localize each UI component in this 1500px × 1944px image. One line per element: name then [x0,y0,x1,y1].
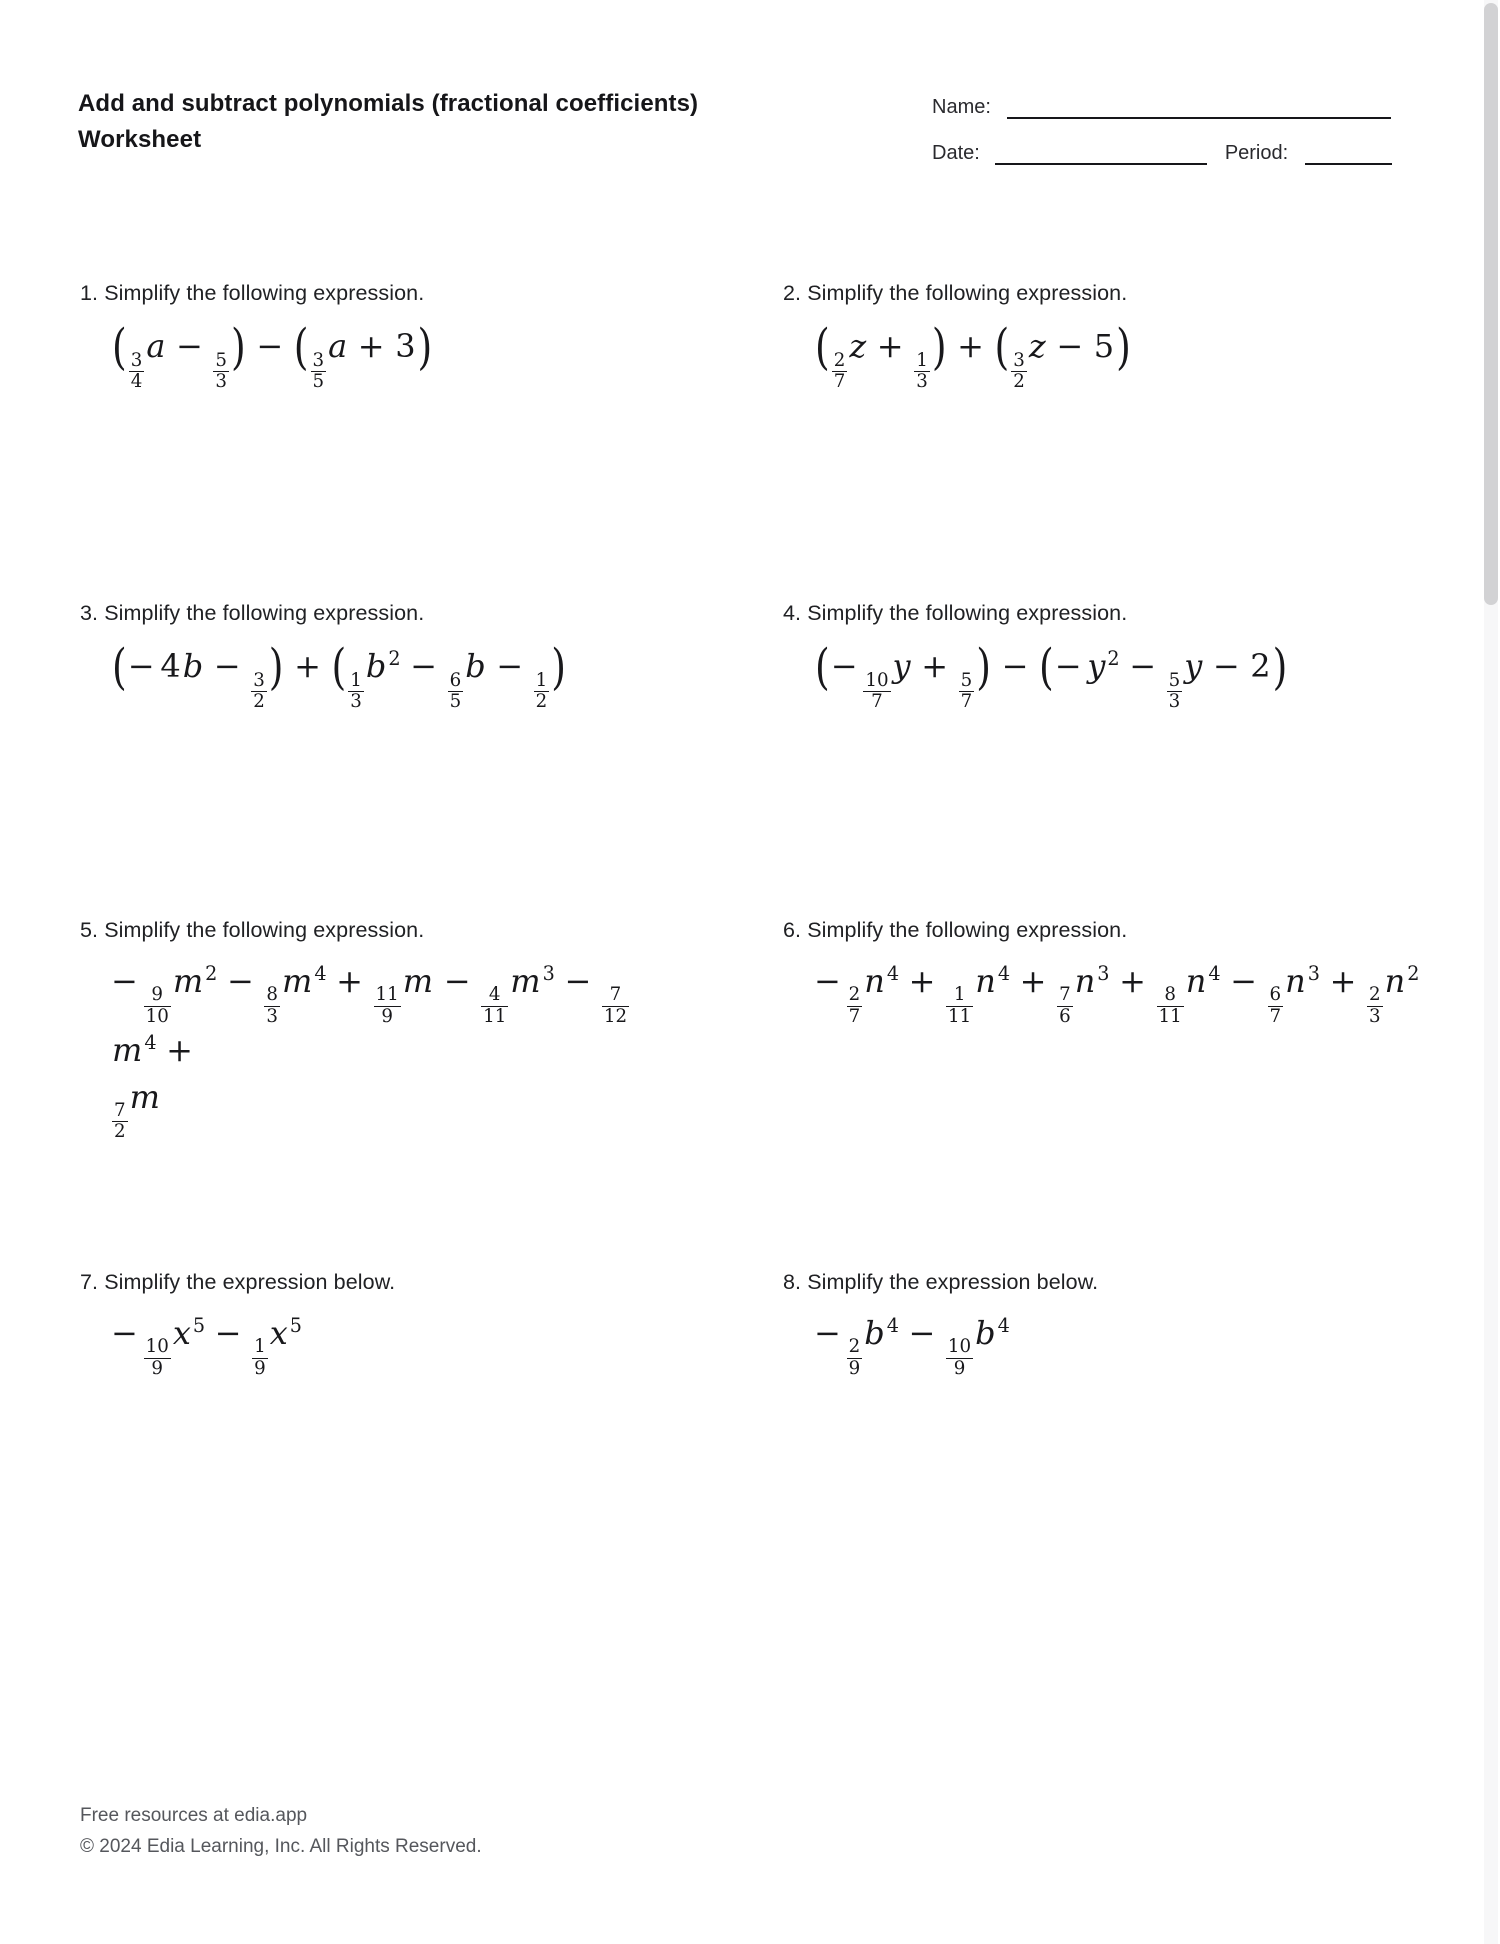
fraction: $\frac{1}{3}$ [916,349,928,393]
date-period-row [932,141,1412,165]
variable: b [365,647,387,686]
fraction: $\frac{1}{2}$ [535,669,548,713]
paren: ) [976,638,991,695]
variable: y [892,647,911,686]
negative-sign: − [814,1314,841,1352]
number: 2 [1250,647,1271,686]
operator: − [176,327,203,366]
exponent: 4 [886,1314,899,1338]
exponent: 5 [289,1314,302,1338]
fraction: $\frac{11}{9}$ [375,984,399,1027]
page-title-line1: Add and subtract polynomials (fractional coefficients) [78,90,699,117]
problem [80,601,783,712]
name-row [932,95,1412,119]
operator: − [1056,327,1084,366]
fraction: $\frac{6}{7}$ [1269,984,1282,1027]
variable: n [975,962,996,1000]
problem-prompt: Simplify the expression below. [104,1270,396,1294]
fraction: $\frac{3}{5}$ [312,349,325,393]
problem-expression [783,638,1423,713]
variable: m [402,962,434,1000]
paren: ) [931,318,947,375]
problem-number: 7. [80,1270,99,1294]
exponent: 4 [997,962,1011,986]
date-line [995,145,1207,165]
problem [783,918,1440,1143]
exponent: 2 [205,962,218,986]
operator: − [1129,647,1157,686]
problem-number: 8. [783,1270,802,1294]
exponent: 4 [314,962,327,986]
fraction: $\frac{10}{9}$ [145,1336,169,1379]
fraction: $\frac{8}{11}$ [1158,984,1182,1027]
fraction: $\frac{1}{3}$ [350,669,362,713]
paren: ) [1272,638,1288,695]
problem [783,601,1440,712]
paren: ( [994,318,1010,375]
fraction: $\frac{1}{9}$ [254,1336,266,1379]
exponent: 2 [1407,962,1420,986]
negative-sign: − [127,647,155,686]
footer-copyright: © 2024 Edia Learning, Inc. All Rights Reserved. [80,1836,482,1857]
number: 3 [395,327,416,366]
variable: n [1074,962,1096,1000]
fraction: $\frac{7}{6}$ [1059,984,1071,1027]
operator: − [256,327,284,366]
operator: − [496,647,524,686]
problem-row-3 [80,918,1440,1143]
variable: m [112,1031,143,1070]
problem-expression [783,1310,1423,1379]
page-footer [80,1800,482,1862]
paren: ) [551,638,567,695]
problem-prompt: Simplify the following expression. [807,281,1128,305]
number: 4 [160,647,181,686]
problem-row-2 [80,601,1440,712]
page-title [78,86,698,158]
problem-expression [80,638,720,713]
problem-expression [80,318,720,393]
variable: y [1184,647,1203,686]
problem-expression [783,318,1423,393]
operator: + [876,327,904,366]
fraction: $\frac{3}{4}$ [130,349,143,393]
operator: + [294,647,321,686]
variable: n [1384,962,1406,1000]
operator: − [443,962,471,1000]
variable: m [172,962,204,1000]
operator: + [357,327,385,366]
variable: m [129,1077,160,1116]
variable: b [864,1314,885,1352]
name-label: Name: [932,96,991,118]
student-fields [932,95,1412,165]
fraction: $\frac{5}{3}$ [1168,669,1181,713]
exponent: 2 [388,647,401,671]
variable: b [465,647,486,686]
fraction: $\frac{7}{12}$ [603,984,628,1027]
operator: + [921,647,949,686]
exponent: 2 [1107,647,1120,671]
operator: + [957,327,984,366]
problem-row-1 [80,281,1440,392]
problem [80,281,783,392]
variable: x [172,1314,191,1352]
problem [783,281,1440,392]
fraction: $\frac{10}{9}$ [947,1336,972,1379]
fraction: $\frac{9}{10}$ [145,984,169,1027]
problem [80,918,783,1143]
page-title-line2: Worksheet [78,126,202,153]
operator: − [213,647,241,686]
operator: + [1119,962,1146,1000]
number: 5 [1093,327,1115,366]
problem-expression [80,1310,720,1379]
operator: − [1230,962,1257,1000]
variable: m [281,962,313,1000]
operator: + [166,1031,193,1070]
paren: ( [331,638,347,695]
variable: x [269,1314,288,1352]
problem-number: 1. [80,281,99,305]
variable: z [849,327,867,366]
fraction: $\frac{6}{5}$ [449,669,462,713]
problem-prompt: Simplify the following expression. [104,601,425,625]
period-line [1305,145,1392,165]
negative-sign: − [111,1314,138,1352]
variable: n [1185,962,1207,1000]
operator: + [336,962,363,1000]
operator: + [908,962,936,1000]
negative-sign: − [830,647,858,686]
paren: ) [417,318,433,375]
problem-number: 4. [783,601,802,625]
variable: z [1028,327,1046,366]
problem-prompt: Simplify the following expression. [807,918,1128,942]
footer-resources: Free resources at edia.app [80,1805,308,1826]
fraction: $\frac{8}{3}$ [266,984,278,1027]
exponent: 3 [542,962,555,986]
exponent: 4 [144,1031,157,1055]
operator: − [226,962,254,1000]
paren: ( [815,638,830,695]
problem [783,1270,1440,1379]
problem [80,1270,783,1379]
fraction: $\frac{3}{2}$ [253,669,265,713]
operator: − [908,1314,936,1352]
fraction: $\frac{10}{7}$ [865,669,889,713]
fraction: $\frac{1}{11}$ [948,984,972,1027]
operator: − [1212,647,1240,686]
date-label: Date: [932,142,980,164]
variable: b [182,647,204,686]
variable: b [975,1314,996,1352]
problem-number: 6. [783,918,802,942]
problem-number: 3. [80,601,99,625]
operator: − [410,647,437,686]
operator: − [1001,647,1029,686]
fraction: $\frac{3}{2}$ [1013,349,1025,393]
fraction: $\frac{5}{7}$ [960,669,973,713]
problem-prompt: Simplify the following expression. [104,281,425,305]
fraction: $\frac{4}{11}$ [483,984,507,1027]
problem-prompt: Simplify the following expression. [807,601,1128,625]
exponent: 4 [997,1314,1010,1338]
variable: n [864,962,885,1000]
operator: + [1019,962,1047,1000]
fraction: $\frac{2}{3}$ [1368,984,1381,1027]
fraction: $\frac{2}{9}$ [848,1336,861,1379]
paren: ) [231,318,246,375]
exponent: 4 [1208,962,1221,986]
paren: ) [1116,318,1131,375]
problem-expression [783,958,1423,1027]
exponent: 3 [1307,962,1320,986]
exponent: 5 [192,1314,206,1338]
negative-sign: − [814,962,841,1000]
problem-row-4 [80,1270,1440,1379]
name-line [1007,99,1391,119]
fraction: $\frac{2}{7}$ [833,349,846,393]
fraction: $\frac{5}{3}$ [215,349,228,393]
exponent: 4 [886,962,900,986]
exponent: 3 [1097,962,1110,986]
fraction: $\frac{2}{7}$ [848,984,861,1027]
scrollbar-thumb[interactable] [1484,3,1498,605]
problem-number: 5. [80,918,99,942]
problem-expression [80,958,720,1143]
operator: + [1329,962,1357,1000]
problem-number: 2. [783,281,802,305]
variable: a [146,327,166,366]
operator: − [214,1314,242,1352]
paren: ( [112,638,127,695]
period-label: Period: [1224,142,1289,164]
variable: a [328,327,348,366]
paren: ( [1038,638,1054,695]
paren: ) [268,638,284,695]
problem-prompt: Simplify the following expression. [104,918,425,942]
operator: − [564,962,592,1000]
variable: m [510,962,541,1000]
paren: ( [112,318,127,375]
negative-sign: − [1054,647,1082,686]
paren: ( [815,318,830,375]
variable: n [1285,962,1306,1000]
variable: y [1087,647,1106,686]
fraction: $\frac{7}{2}$ [114,1099,126,1143]
paren: ( [293,318,309,375]
problem-prompt: Simplify the expression below. [807,1270,1099,1294]
negative-sign: − [111,962,138,1000]
